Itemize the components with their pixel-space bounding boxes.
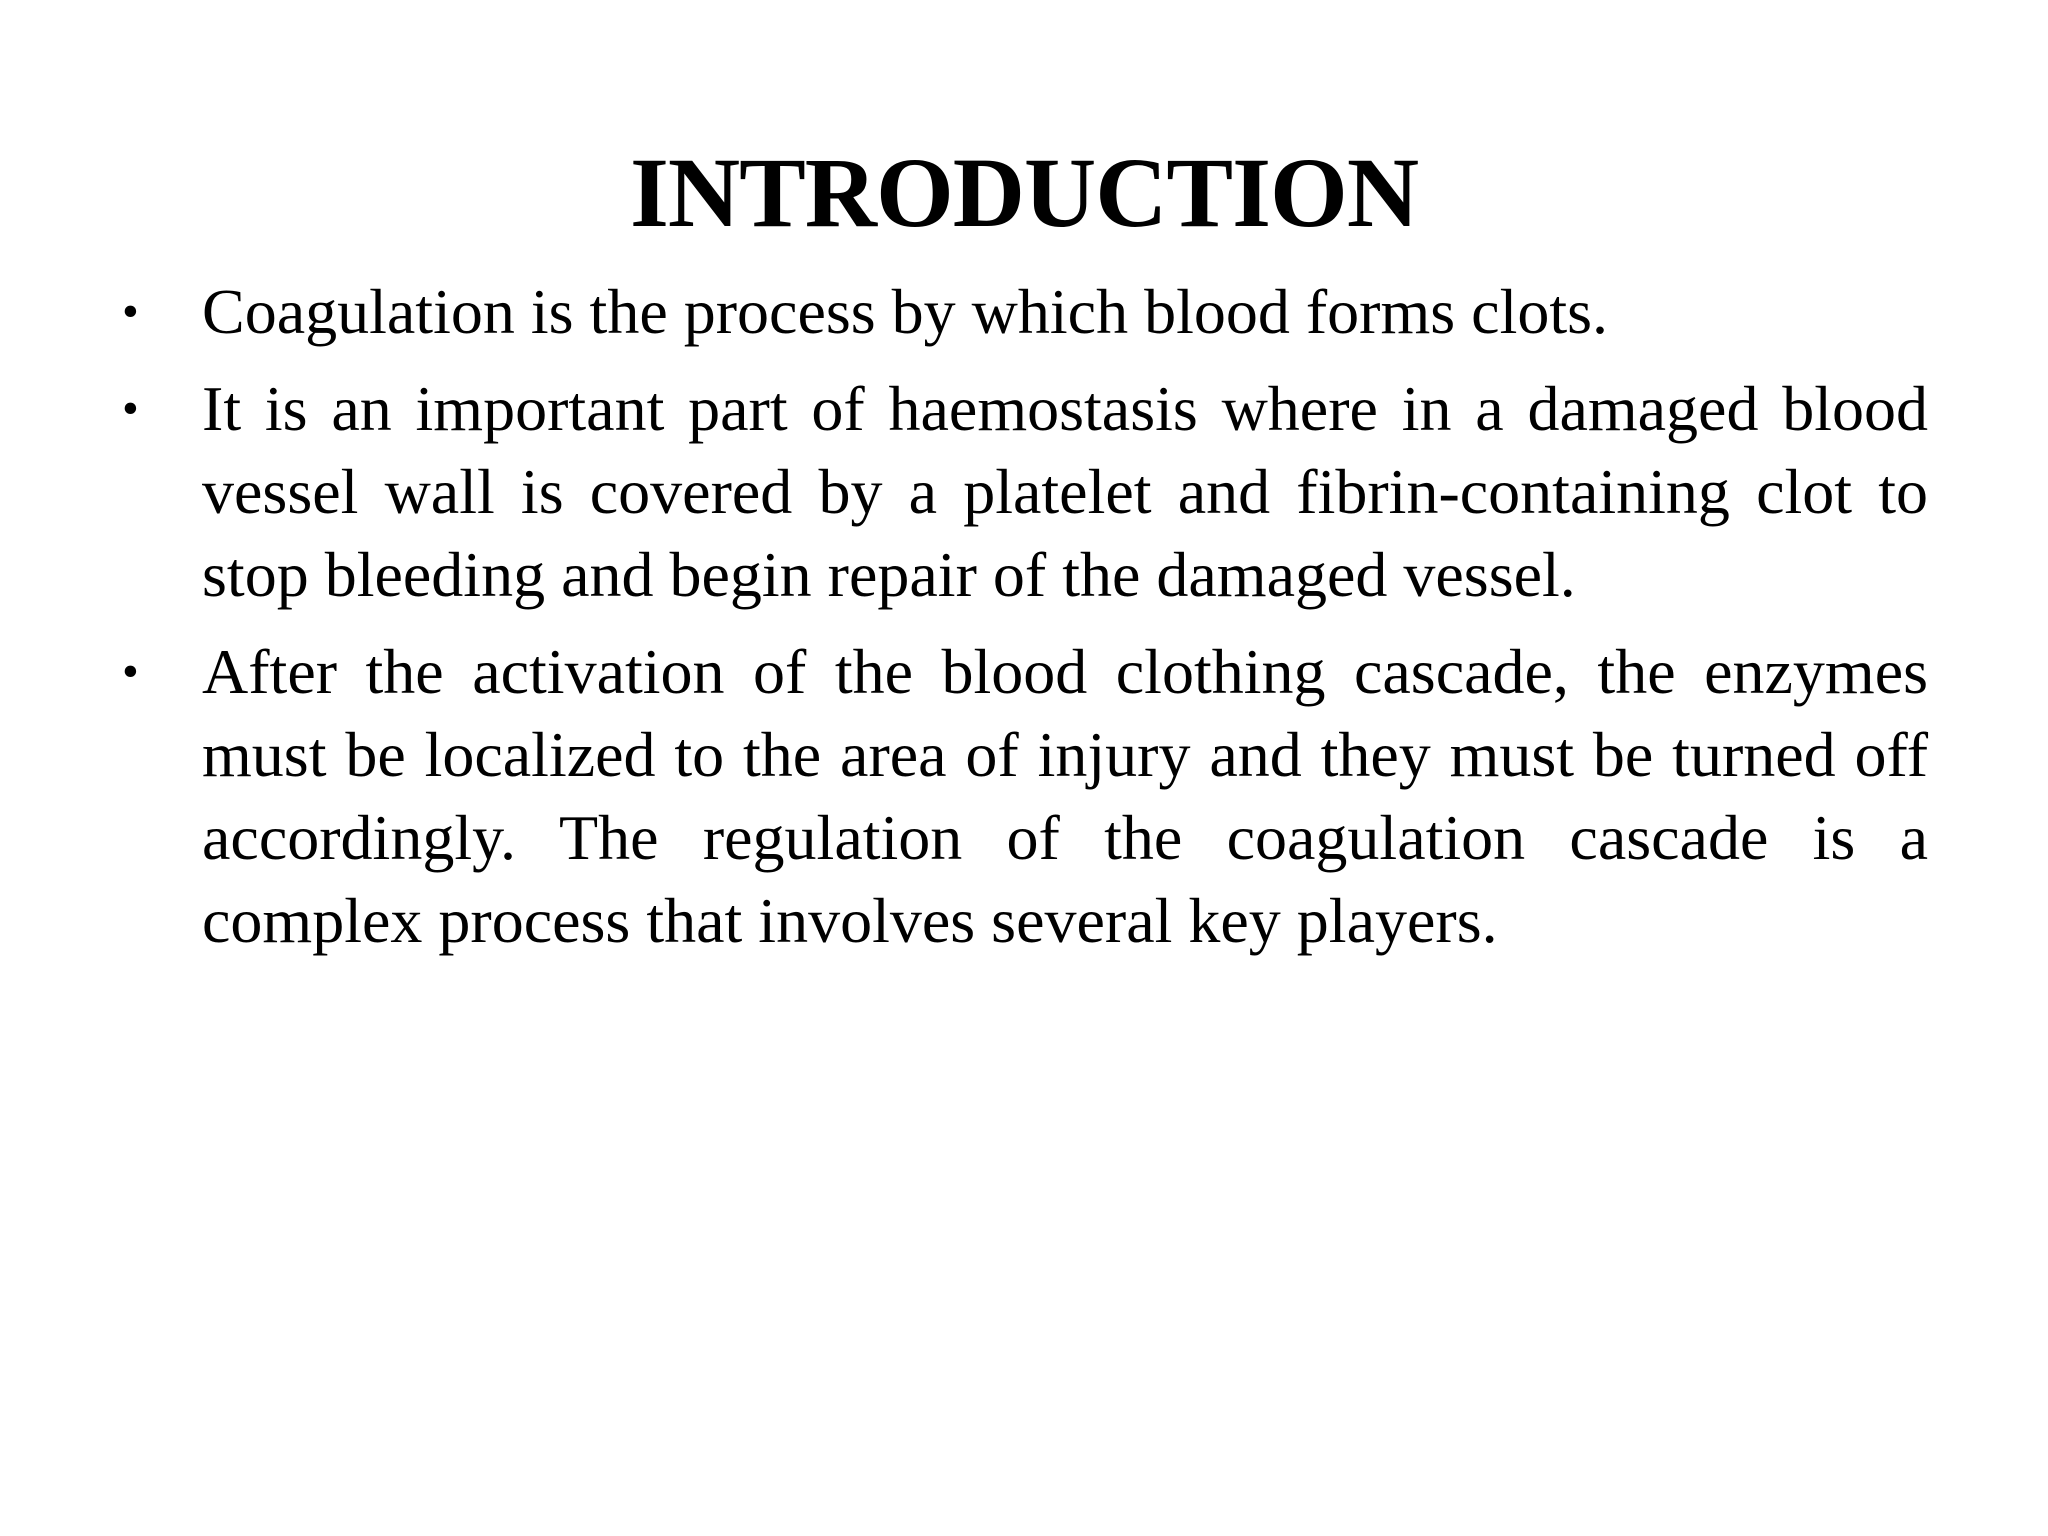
slide-title: INTRODUCTION	[629, 137, 1419, 248]
bullet-list	[120, 270, 1928, 976]
bullet-item	[120, 367, 1928, 616]
bullet-item	[120, 630, 1928, 962]
bullet-item	[120, 270, 1928, 353]
bullet-icon: •	[122, 645, 139, 698]
bullet-text: It is an important part of haemostasis where in a damaged blood vessel wall is covered by a platelet and fibrin-containing clot to stop bleeding and begin repair of the damaged vessel.	[202, 373, 1928, 610]
bullet-icon: •	[122, 285, 139, 338]
bullet-text: Coagulation is the process by which blood forms clots.	[202, 276, 1609, 347]
bullet-text: After the activation of the blood clothing cascade, the enzymes must be localized to the area of injury and they must be turned off accordingly. The regulation of the coagulation cascade is a complex process that involves several key players.	[202, 636, 1928, 956]
bullet-icon: •	[122, 382, 139, 435]
